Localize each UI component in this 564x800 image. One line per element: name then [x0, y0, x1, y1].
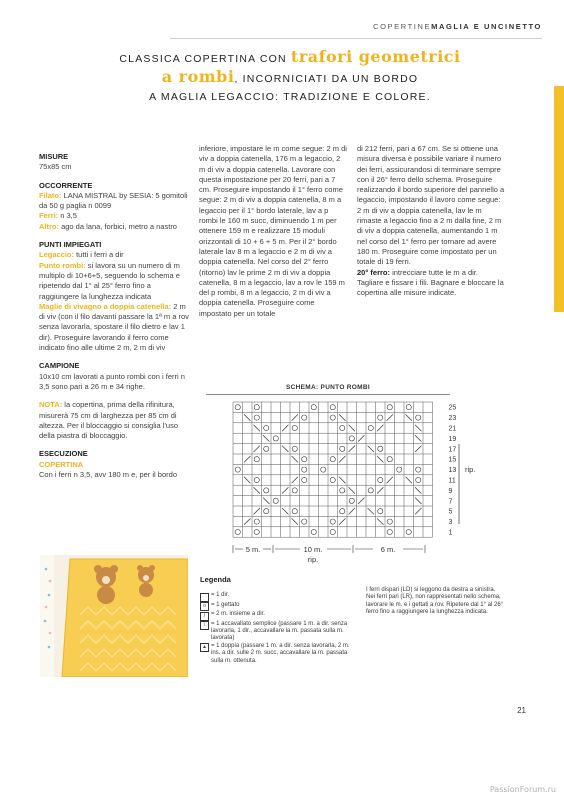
yarn-over-symbol — [302, 519, 307, 524]
bottom-dimensions — [233, 545, 425, 553]
label: 20° ferro: — [357, 267, 391, 277]
ssk-symbol — [254, 487, 260, 493]
yarn-over-symbol — [397, 467, 402, 472]
yarn-over-symbol — [378, 477, 383, 482]
yarn-over-symbol — [235, 529, 240, 534]
legend-item — [200, 611, 360, 621]
legend-text: = 2 m. insieme a dir. — [211, 611, 265, 617]
filato-line — [39, 191, 189, 212]
yarn-over-symbol — [273, 436, 278, 441]
k2tog-symbol — [358, 435, 364, 441]
row-label: 9 — [448, 487, 453, 495]
ssk-symbol — [292, 518, 298, 524]
yarn-over-symbol — [330, 529, 335, 534]
ssk-symbol — [406, 477, 412, 483]
k2tog-symbol — [377, 425, 383, 431]
yarn-over-symbol — [387, 457, 392, 462]
yarn-over-symbol — [387, 519, 392, 524]
yarn-over-symbol — [368, 425, 373, 430]
legend-symbol-icon — [200, 593, 209, 602]
label: Legaccio: — [39, 250, 75, 260]
page-number: 21 — [517, 706, 526, 715]
k2tog-symbol — [349, 508, 355, 514]
footer-watermark: PassionForum.ru — [489, 785, 556, 794]
decorative-side-bar — [554, 86, 564, 312]
yarn-over-symbol — [273, 498, 278, 503]
yarn-over-symbol — [292, 509, 297, 514]
legend-item — [200, 621, 360, 643]
label: Filato: — [39, 190, 62, 200]
ferri-line — [39, 211, 189, 221]
yarn-over-symbol — [387, 529, 392, 534]
legend-item — [200, 643, 360, 665]
section-title: ESECUZIONE — [39, 449, 88, 459]
legend-text: = 1 gettato — [211, 601, 240, 608]
k2tog-symbol — [244, 518, 250, 524]
yarn-over-symbol — [368, 488, 373, 493]
yarn-over-symbol — [416, 477, 421, 482]
yarn-over-symbol — [406, 405, 411, 410]
ssk-symbol — [415, 435, 421, 441]
nota-line — [39, 400, 189, 441]
value: intrecciare tutte le m a dir. Tagliare e fissare i fili. Bagnare e bloccare la copertina alle misure indicate. — [357, 267, 504, 298]
legend-text: = 1 accavallato semplice (passare 1 m. a dir. senza lavorarla, 1 dir., accavallare la m. passata sulla m. lavorata) — [211, 620, 348, 642]
ssk-symbol — [406, 414, 412, 420]
legend-item — [200, 602, 360, 612]
headline-em-2: a rombi — [161, 67, 235, 86]
label: Altro: — [39, 221, 59, 231]
k2tog-symbol — [282, 487, 288, 493]
ferro-20-line — [357, 268, 505, 299]
label: Maglie di vivagno a doppia catenella: — [39, 301, 172, 311]
k2tog-symbol — [282, 425, 288, 431]
headline-text-3: A MAGLIA LEGACCIO: TRADIZIONE E COLORE. — [149, 91, 431, 103]
campione-text: 10x10 cm lavorati a punto rombi con i ferri n 3,5 sono pari a 26 m e 34 righe. — [39, 371, 185, 391]
value: si lavora su un numero di m multiplo di 10+6+5, seguendo lo schema e ripetendo dal 1° al 25° ferro fino a raggiungere la lunghezza indicata — [39, 260, 180, 301]
legend-title: Legenda — [200, 575, 231, 584]
row-label: 7 — [448, 498, 453, 506]
legend-item — [200, 592, 360, 602]
k2tog-symbol — [415, 508, 421, 514]
yarn-over-symbol — [302, 415, 307, 420]
legend-symbol-icon: ▲ — [200, 643, 209, 652]
ssk-symbol — [244, 477, 250, 483]
label: Punto rombi: — [39, 260, 86, 270]
headline — [80, 48, 500, 106]
schema-symbols — [235, 405, 421, 535]
section-title: OCCORRENTE — [39, 180, 93, 190]
misure-text: 75x85 cm — [39, 162, 72, 172]
yarn-over-symbol — [302, 467, 307, 472]
k2tog-symbol — [377, 487, 383, 493]
yarn-over-symbol — [406, 529, 411, 534]
yarn-over-symbol — [349, 498, 354, 503]
legend-symbol-icon: \ — [200, 621, 209, 630]
yarn-over-symbol — [264, 425, 269, 430]
yarn-over-symbol — [416, 467, 421, 472]
rombi-line — [39, 261, 189, 302]
k2tog-symbol — [292, 414, 298, 420]
k2tog-symbol — [415, 446, 421, 452]
yarn-over-symbol — [311, 405, 316, 410]
column-2 — [199, 144, 347, 319]
yarn-over-symbol — [349, 436, 354, 441]
k2tog-symbol — [358, 498, 364, 504]
k2tog-symbol — [254, 508, 260, 514]
yarn-over-symbol — [235, 405, 240, 410]
headline-text-2: , INCORNICIATI DA UN BORDO — [234, 73, 419, 85]
k2tog-symbol — [349, 446, 355, 452]
yarn-over-symbol — [292, 446, 297, 451]
label: NOTA: — [39, 400, 63, 410]
yarn-over-symbol — [264, 488, 269, 493]
legend-symbol-icon: o — [200, 602, 209, 611]
k2tog-symbol — [387, 414, 393, 420]
legaccio-line — [39, 250, 189, 260]
yarn-over-symbol — [330, 519, 335, 524]
ssk-symbol — [282, 508, 288, 514]
yarn-over-symbol — [321, 467, 326, 472]
headline-em: trafori geometrici — [290, 47, 461, 66]
legend-text: = 1 dir. — [211, 592, 230, 598]
section-title: CAMPIONE — [39, 361, 80, 371]
column-1 — [39, 144, 189, 480]
yarn-over-symbol — [340, 488, 345, 493]
row-label: 19 — [448, 435, 457, 443]
yarn-over-symbol — [378, 446, 383, 451]
value: n 3,5 — [58, 211, 77, 221]
vivagno-line — [39, 302, 189, 353]
headline-text: CLASSICA COPERTINA CON — [119, 53, 291, 65]
ssk-symbol — [254, 425, 260, 431]
value: la copertina, prima della rifinitura, misurerà 75 cm di larghezza per 85 cm di altezza. Per il bloccaggio si consiglia l'uso della piastra di bloccaggio. — [39, 400, 179, 441]
yarn-over-symbol — [340, 425, 345, 430]
yarn-over-symbol — [340, 509, 345, 514]
row-label: 17 — [448, 446, 457, 454]
schema-title: SCHEMA: PUNTO ROMBI — [286, 384, 370, 391]
yarn-over-symbol — [292, 488, 297, 493]
ssk-symbol — [292, 456, 298, 462]
dim-mid: 10 m. — [303, 545, 323, 554]
section-title: MISURE — [39, 152, 69, 161]
row-label: 15 — [448, 456, 457, 464]
yarn-over-symbol — [254, 415, 259, 420]
yarn-over-symbol — [302, 457, 307, 462]
row-label: 21 — [448, 425, 457, 433]
ssk-symbol — [339, 477, 345, 483]
header-section: COPERTINE — [373, 22, 432, 31]
yarn-over-symbol — [330, 477, 335, 482]
yarn-over-symbol — [378, 415, 383, 420]
row-label: 1 — [448, 529, 453, 537]
yarn-over-symbol — [254, 405, 259, 410]
k2tog-symbol — [387, 477, 393, 483]
k2tog-symbol — [292, 477, 298, 483]
legend-list — [200, 592, 360, 665]
schema-chart — [205, 400, 505, 570]
row-label: 25 — [448, 404, 457, 412]
schema-row-labels — [449, 405, 457, 537]
ssk-symbol — [349, 487, 355, 493]
yarn-over-symbol — [330, 457, 335, 462]
schema-grid — [233, 402, 433, 537]
ssk-symbol — [377, 456, 383, 462]
altro-line — [39, 222, 189, 232]
ssk-symbol — [415, 487, 421, 493]
yarn-over-symbol — [387, 405, 392, 410]
yarn-over-symbol — [330, 415, 335, 420]
section-title: PUNTI IMPIEGATI — [39, 240, 102, 250]
yarn-over-symbol — [378, 509, 383, 514]
row-label: 23 — [448, 415, 457, 423]
ssk-symbol — [368, 508, 374, 514]
dim-right: 6 m. — [380, 545, 396, 554]
column-2-text: inferiore, impostare le m come segue: 2 m di viv a doppia catenella, 176 m a legaccio, 2 m di viv a doppia catenella. Lavorare con questa impostazione per 20 ferri, pari a 7 cm. Proseguire impostando il 1° ferro come segue: 2 m di viv a doppia catenella, 8 m a legaccio per il 1° bordo laterale, lav a p rombi le 160 m succ, diminuendo 1 m per ottenere 159 m e realizzare 15 moduli orizzontali di 10 + 6 + 5 m. Per il 2° bordo laterale lav 8 m a legaccio e 2 m di viv a doppia catenella. Nel corso del 2° ferro (ritorno) lav le prime 2 m di viv a doppia catenella, 8 m a legaccio, lav a rov le 159 m del p rombi, 8 m a legaccio, 2 m di viv a doppia catenella. Proseguire come impostato per un totale — [199, 144, 347, 318]
legend-symbol-icon: / — [200, 612, 209, 621]
yarn-over-symbol — [254, 529, 259, 534]
yarn-over-symbol — [311, 529, 316, 534]
k2tog-symbol — [254, 446, 260, 452]
ssk-symbol — [415, 425, 421, 431]
rip-right-label: rip. — [465, 465, 476, 474]
header-magazine: MAGLIA E UNCINETTO — [431, 22, 542, 31]
copertina-text: Con i ferri n 3,5, avv 180 m e, per il bordo — [39, 470, 177, 480]
ssk-symbol — [244, 414, 250, 420]
ssk-symbol — [339, 414, 345, 420]
row-label: 3 — [448, 519, 453, 527]
yarn-over-symbol — [235, 467, 240, 472]
value: tutti i ferri a dir — [74, 250, 124, 260]
yarn-over-symbol — [340, 446, 345, 451]
yarn-over-symbol — [416, 415, 421, 420]
row-label: 5 — [448, 508, 453, 516]
ssk-symbol — [368, 446, 374, 452]
yarn-over-symbol — [302, 477, 307, 482]
value: ago da lana, forbici, metro a nastro — [59, 221, 177, 231]
value: LANA MISTRAL by SESIA: 5 gomitoli da 50 g paglia n 0099 — [39, 190, 188, 211]
dim-mid-rip: rip. — [307, 555, 319, 564]
yarn-over-symbol — [254, 457, 259, 462]
header-rule — [170, 38, 542, 39]
ssk-symbol — [282, 446, 288, 452]
yarn-over-symbol — [254, 477, 259, 482]
yarn-over-symbol — [254, 519, 259, 524]
ssk-symbol — [263, 435, 269, 441]
ssk-symbol — [349, 425, 355, 431]
row-label: 13 — [448, 467, 457, 475]
k2tog-symbol — [339, 518, 345, 524]
k2tog-symbol — [339, 456, 345, 462]
column-3 — [357, 144, 505, 298]
blanket-photo — [40, 555, 188, 677]
legend-text: = 1 doppia (passare 1 m. a dir. senza lavorarla, 2 m. ins. a dir. sulle 2 m. succ, accavallare la m. passata sulla m. ottenuta. — [211, 642, 350, 664]
legend-note: I ferri dispari (LD) si leggono da destra a sinistra. Nei ferri pari (LR), non rappresentati nello schema, lavorare le m. e i gettati a rov. Ripetere dal 1° al 26° ferro fino a raggiungere la lunghezza indicata. — [366, 587, 504, 616]
schema-title-rule — [206, 394, 450, 395]
yarn-over-symbol — [264, 446, 269, 451]
row-label: 11 — [448, 477, 456, 485]
yarn-over-symbol — [264, 509, 269, 514]
running-header — [373, 22, 542, 31]
yarn-over-symbol — [330, 405, 335, 410]
ssk-symbol — [263, 498, 269, 504]
k2tog-symbol — [244, 456, 250, 462]
column-3-text: di 212 ferri, pari a 67 cm. Se si ottiene una misura diversa è possibile variare il numero dei ferri, assicurandosi di terminare sempre con il 26° ferro dello schema. Proseguire realizzando il bordo superiore del pannello a legaccio, impostando il lavoro come segue: 2 m di viv a doppia catenella, lav le m rimaste a legaccio fino a 2 m dalla fine, 2 m di viv a doppia catenella, aumentando 1 m nel corso del 1° ferro per tornare ad avere 180 m. Proseguire come impostato per un totale di 19 ferri. — [357, 144, 505, 267]
ssk-symbol — [415, 498, 421, 504]
ssk-symbol — [377, 518, 383, 524]
label: Ferri: — [39, 211, 59, 221]
blanket-illustration — [40, 555, 188, 677]
dim-left: 5 m. — [245, 545, 261, 554]
copertina-label: COPERTINA — [39, 459, 84, 469]
yarn-over-symbol — [292, 425, 297, 430]
value: 2 m di viv (con il filo davanti passare la 1ª m a rov senza lavorarla, spostare il filo dietro e lav 1 dir). Proseguire lavorando il ferro come indicato fino alle ultime 2 m, 2 m di viv — [39, 301, 189, 353]
